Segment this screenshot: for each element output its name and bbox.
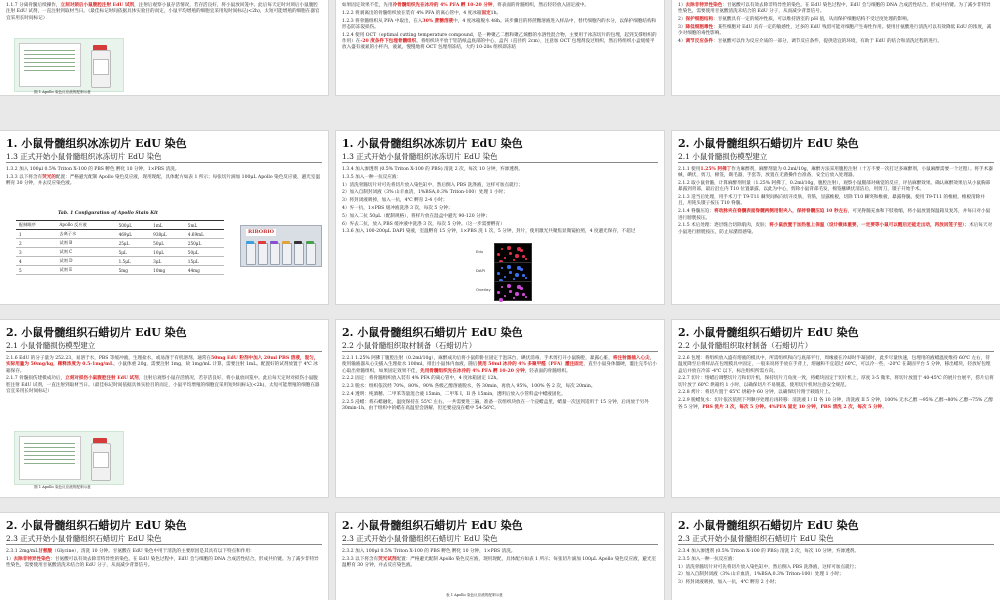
body-text: 1.3.5 加入一种一抗反应液： <box>342 174 402 180</box>
paragraph <box>342 198 658 204</box>
paragraph <box>342 183 658 189</box>
table-cell: 10mg <box>150 266 185 275</box>
cell-nucleus <box>504 257 506 259</box>
table-cell: 50μL <box>150 239 185 248</box>
body-text: 。 <box>882 404 887 410</box>
table-cell: 250μL <box>185 239 224 248</box>
slide-body <box>678 3 994 47</box>
paragraph <box>342 175 658 181</box>
highlight-text: 立刻对损伤小鼠腹腔注射 EdU 试剂 <box>65 376 139 382</box>
slide-body <box>678 167 994 237</box>
highlight-text: PBS 洗片 3 次，每次 5 分钟。4%PFA 固定 10 分钟，PBS 清洗 2 次，每次 5 分钟 <box>702 404 883 410</box>
paragraph <box>6 167 322 173</box>
title-rule <box>678 162 994 163</box>
body-text: 1.2.4 使用 OCT（optimal cutting temperature compound，是一种聚乙二醇和聚乙烯醇的水溶性混合物，主要用于冰冻切片的包埋，起到支撑组织的作用）在 <box>342 32 657 44</box>
slide-body <box>342 549 658 571</box>
paragraph <box>342 214 658 220</box>
slide-6[interactable] <box>672 131 1000 304</box>
cell-nucleus <box>525 296 527 298</box>
micrograph-row-label: DAPI <box>476 268 485 273</box>
highlight-text: 立刻对颈后小鼠腹腔注射 EdU 试剂 <box>60 3 135 8</box>
table-header-cell: 1mL <box>150 221 185 230</box>
cell-nucleus <box>513 278 515 280</box>
paragraph <box>6 356 322 375</box>
slide-3[interactable] <box>672 0 1000 95</box>
title-rule <box>342 351 658 352</box>
body-text: 2.2.7 切片：熔蜡后调整切片刀和切片机，保持切片刀角度一致，将蜡块固定于切片机上，厚度 3-5 微米，将切片放置于 40-45℃ 的展片台展平，捞片后将切片放于 60℃ 烘箱约 1 小时，以确保切片不易脱落，使用切片机时注意安全规范。 <box>678 376 994 388</box>
body-text: 2.2.1 1.25% 阿佛丁腹腔注射（0.2ml/10g），麻醉成功后将小鼠仰卧位固定于泡沫台，碘伏消毒，手术剪打开小鼠胸腔，暴露心脏， <box>342 356 613 361</box>
slide-title: 2. 小鼠骨髓组织石蜡切片 EdU 染色 <box>678 137 859 150</box>
table-row <box>16 266 224 275</box>
body-text: ，小鼠体重 20g，需要注射 1mg，故 1mg/mL 计算，需要注射 1mL。配置好的试剂放置于 4℃ 冰箱保存。 <box>6 362 318 374</box>
body-text: 1.3.6 加入 100-200μL DAPI 染液，室温孵育 15 分钟，1×PBS 洗 1 次，5 分钟，封片，使用激光共聚焦显微镜拍照，4 度避光保存，不超过 <box>342 229 636 235</box>
cell-nucleus <box>499 298 503 302</box>
paragraph <box>678 209 994 222</box>
body-text: 配置：严格避光配制 Apollo 染色反应液，现用现配，具体配方如表 1 所示；每张切片滴加 100μL Apollo 染色反应液，避光室温孵育 30 分钟，并去反应染色液。 <box>342 556 657 569</box>
body-text: 1h。 <box>490 10 502 16</box>
body-text: 2.3.3 以下将含有 <box>342 556 379 562</box>
slide-body <box>342 167 658 237</box>
paragraph <box>6 3 322 22</box>
body-text: 2.1.6 EdU 的分子量为 252.23，易溶于水，PBS 等缓冲液，生理盐水，或易溶于有机溶剂。通常在 <box>6 356 211 361</box>
cell-nucleus <box>507 265 511 269</box>
paragraph <box>6 376 322 395</box>
paragraph <box>678 223 994 236</box>
table-cell: 44mg <box>185 266 224 275</box>
cell-nucleus <box>520 268 523 271</box>
paragraph <box>342 206 658 212</box>
highlight-text: 30% 蔗糖溶液 <box>422 18 454 24</box>
paragraph <box>678 390 994 396</box>
table-cell: 938μL <box>150 230 185 239</box>
slide-4[interactable] <box>0 131 328 304</box>
paragraph <box>342 190 658 196</box>
body-text: 2）加入自制封闭液（3% 山羊血清，1%BSA,0.3% Triton-100）处理 1 小时； <box>678 572 844 578</box>
paragraph <box>342 376 658 382</box>
micrograph-panel <box>494 281 532 301</box>
table-cell: 3μL <box>150 257 185 266</box>
cell-nucleus <box>501 248 503 250</box>
paragraph <box>678 565 994 571</box>
body-text: 1.3.2 加入 100μl 0.5% Triton X-100 的 PBS 孵色 孵化 10 分钟，1×PBS 清洗。 <box>6 167 180 172</box>
paragraph <box>678 195 994 208</box>
paragraph <box>342 400 658 413</box>
slide-title: 2. 小鼠骨髓组织石蜡切片 EdU 染色 <box>342 519 523 532</box>
paragraph <box>678 3 994 16</box>
highlight-text: 1.25% 阿佛丁 <box>700 167 732 172</box>
table-cell: 1 <box>16 230 56 239</box>
table-cell: 5mg <box>116 266 151 275</box>
cell-nucleus <box>525 277 527 279</box>
cell-nucleus <box>497 291 500 294</box>
body-text: 中，4 度冰箱脱水 48h。该步骤目的将蔗糖溶液进入样品中，替代细胞内的水分，以保护细胞结构和形态防冻裂损伤。 <box>342 18 657 30</box>
slide-12[interactable] <box>672 513 1000 600</box>
cell-nucleus <box>509 290 512 293</box>
paragraph <box>678 25 994 38</box>
body-text: 作为麻醉剂，麻醉剂量为 0.2ml/10g，麻醉方法采用腹腔注射（十万不要一次打过多麻醉剂，小鼠麻醉需要一个过程）。将手术器械，碘伏，剪刀，棉签，剃毛器，手套等，放置在无菌操作台准备，安全后放入处理器。 <box>678 167 993 179</box>
cell-nucleus <box>504 295 506 297</box>
slide-subtitle: 2.1 小鼠骨髓损伤模型建立 <box>6 341 96 350</box>
title-rule <box>6 351 322 352</box>
table-cell: 469μL <box>116 230 151 239</box>
highlight-text: 将小鼠放置于加热毯上保温（设计微体重要，一定要等小鼠可以醒后还能走出动，再放回笼子里） <box>769 223 965 229</box>
cell-nucleus <box>522 274 525 277</box>
cell-nucleus <box>515 254 519 258</box>
body-text: 2.1.5 术后处理：逐层缝合切除肌肉，皮肤； <box>678 223 770 229</box>
slide-11[interactable] <box>336 513 664 600</box>
body-text: 2.3.2 加入 100μl 0.5% Triton X-100 的 PBS 孵色 孵化 10 分钟，1×PBS 清洗。 <box>342 549 516 554</box>
body-text: 1）清洗骨髓切片对可先将切片放入染色缸中，然后倒入 PBS 洗涤液，这样可加点就行； <box>342 182 523 188</box>
paragraph <box>6 557 322 570</box>
micrograph-row-label: Edu <box>476 249 484 254</box>
image-caption: 表 1 Apollo 染色反应液的配制示意 <box>446 593 503 597</box>
body-text: 3） <box>678 24 686 30</box>
table-cell: 试剂 C <box>56 248 115 257</box>
slide-2[interactable] <box>336 0 664 95</box>
slide-body <box>342 3 658 53</box>
cell-nucleus <box>525 258 527 260</box>
body-text: 4）弃一抗，1×PBS 缓冲液洗涤 3 次，每次 5 分钟； <box>342 205 453 211</box>
paragraph <box>678 572 994 578</box>
table-cell: 试剂 D <box>56 257 115 266</box>
highlight-text: 荧光试剂 <box>378 556 397 562</box>
highlight-text: 固定 <box>481 10 491 16</box>
table-title: Tab. 1 Configuration of Apollo Stain Kit <box>58 211 158 216</box>
body-text: ：甘氨酸具有一定的缓冲性质，可以维持溶室的 pH 值，从而保护细胞结构不受过度处理的影响。 <box>713 17 912 23</box>
body-text: ，注射后观察小鼠存活情况，若存活良好，将小鼠放回笼中。此后每天定时对损伤小鼠腹腔注射 EdU 试剂，一直注射到取材当日。（最佳标记时间依据具体实验目的而定，小鼠平均增殖的细胞宜采用短时间标记(<2h)，太短可能增殖的细胞在器官宜采用长时间标记） <box>6 376 320 394</box>
slide-7[interactable] <box>0 320 328 497</box>
highlight-text: 甘氨酸 <box>38 549 53 554</box>
body-text: 1.3.4 加入渗透剂 (0.5% Triton X-100 的 PBS) 清洗 2 次，每次 10 分钟，弃渗透剂。 <box>342 167 523 172</box>
cell-nucleus <box>522 293 525 296</box>
paragraph <box>678 181 994 194</box>
body-text: 1.2.2 将剥离出的骨髓组织放在装有 4% PFA 的离心管中，4 度冰箱 <box>342 10 482 16</box>
paragraph <box>342 222 658 228</box>
cell-nucleus <box>513 259 515 261</box>
paragraph <box>678 580 994 586</box>
table-cell: 50μL <box>185 248 224 257</box>
slide-5[interactable] <box>336 131 664 304</box>
slide-subtitle: 1.3 正式开始小鼠骨髓组织冰冻切片 EdU 染色 <box>6 152 162 161</box>
body-text: （Glycine），清洗 10 分钟。甘氨酸在 EdU 染色中用于清洗的主要原因是其具有以下特点和作用： <box>52 549 255 554</box>
table-cell: 去离子水 <box>56 230 115 239</box>
body-text: ，可见脊髓充血和下肢收缩，将小鼠放置保温箱及复苏，并每日对小鼠进行膀胱按压。 <box>678 209 991 221</box>
slide-9[interactable] <box>672 320 1000 497</box>
paragraph <box>342 557 658 570</box>
cell-nucleus <box>520 249 523 252</box>
body-text: ：甘氨酸可以有效去除非特异性的染色。在 EdU 染色过程中，EdU 会与细胞的 DNA 合成活性结合，形成共价键。为了减少非特异性染色，需要使用甘氨酸清洗未结合的 EdU 分子，从而减少背景信号。 <box>678 3 991 15</box>
slide-title: 2. 小鼠骨髓组织石蜡切片 EdU 染色 <box>678 326 859 339</box>
body-text: 1.1.7 分离骨髓后续操作， <box>6 3 61 8</box>
slide-title: 1. 小鼠骨髓组织冰冻切片 EdU 染色 <box>6 137 187 150</box>
body-text: 1.3.3 以下将含有 <box>6 174 43 180</box>
body-text: 2.2.5 浸蜡：将石蜡融化，温度保持在 55℃ 左右。一共需要进三遍，准备一次组织块放在一个浸蜡盒里，蜡量一次送到适用于 15 分钟，后再放于另外 30min-1h，由于组织中的蜡在高温里会溶解，但还要浸没在蜡中 54-56℃。 <box>342 399 649 412</box>
table-cell: 5μL <box>116 248 151 257</box>
paragraph <box>678 398 994 411</box>
body-text: 2）加入自制封闭液（3% 山羊血清，1%BSA,0.3% Triton-100）处理 1 小时； <box>342 190 508 196</box>
product-image <box>14 38 124 92</box>
body-text: 1） <box>678 3 686 8</box>
body-text: ，使用输液器从心尖插入生理盐水 100ml，排出小鼠体内血液，随后 <box>342 356 655 368</box>
table-cell: 3 <box>16 248 56 257</box>
body-text: 3）将封闭液吸掉，加入一抗，4℃ 孵育 2-4 小时； <box>342 198 448 204</box>
body-text: 2.1.4 脊髓压迫： <box>678 209 715 215</box>
title-rule <box>342 162 658 163</box>
slide-title: 1. 小鼠骨髓组织冰冻切片 EdU 染色 <box>342 137 523 150</box>
table-cell: 5 <box>16 266 56 275</box>
slide-subtitle: 2.2 小鼠骨髓组织取材制备（石蜡切片） <box>678 341 813 350</box>
slide-body <box>342 356 658 414</box>
cell-nucleus <box>509 252 512 255</box>
body-text: 2.1.3 适当后处理，用手术刀于 T9-T11 棘突间纵向切开皮肤，背筋，显露椎板，切除 T10 棘突和椎板，暴露脊髓。使用 T9-T11 的椎板，椎板清除并且，用钝头镊子按压 T10 脊髓。 <box>678 195 985 207</box>
table-cell: 试剂 B <box>56 239 115 248</box>
cell-nucleus <box>504 276 506 278</box>
body-text: 2.2.3 脱水：组织依次经 70%，80%，90% 各级乙醇溶液脱水，各 30min，再放入 95%，100% 各 2 次，每次 20min。 <box>342 384 596 390</box>
paragraph <box>342 33 658 52</box>
apollo-config-table <box>16 220 224 275</box>
body-text: ，注射后观察小鼠存活情况，若存活良好，将小鼠放回笼中。此后每天定时对颈后小鼠腹腔注射 EdU 试剂，一直注射到取材当日。（最佳标记时间依据具体实验目的而定，小鼠平均增殖的细胞宜采用短时间标记(<2h)，太短可能增殖的细胞在器官宜采用长时间标记） <box>6 3 320 21</box>
paragraph <box>678 39 994 45</box>
highlight-text: 去除非特异性染色 <box>685 3 723 8</box>
paragraph <box>342 384 658 390</box>
body-text: 2.3.5 加入一种一抗反应液： <box>678 556 738 562</box>
highlight-text: 调节反应条件 <box>685 38 714 44</box>
slide-body <box>6 3 322 23</box>
paragraph <box>678 549 994 555</box>
table-header-cell: 5mL <box>185 221 224 230</box>
highlight-text: 先用骨髓组织先在冰冷的 4% PFA 孵 10-20 分钟 <box>420 368 525 374</box>
slide-1[interactable] <box>0 0 328 95</box>
cell-nucleus <box>497 272 500 275</box>
table-cell: 4 <box>16 257 56 266</box>
cell-nucleus <box>501 286 503 288</box>
body-text: 5）加入二抗 50μL（配制规格），将样片放在湿盒中避光 90-120 分钟； <box>342 213 490 219</box>
body-text: ，将表面的骨髓组织，然后轻轻放入固定液中。 <box>492 3 590 8</box>
cell-nucleus <box>515 273 519 277</box>
body-text: ；术后每天对小鼠进行膀胱按压，防止尿潴留感染。 <box>678 223 993 235</box>
paragraph <box>342 19 658 32</box>
slide-subtitle: 2.3 正式开始小鼠骨髓组织石蜡切片 EdU 染色 <box>342 534 498 543</box>
paragraph <box>342 392 658 398</box>
product-image <box>14 431 124 485</box>
body-text: 2.2.9 脱蜡复水：切片依次依照下列顺序处理后再转移：清洗液 I / II 各 10 分钟，清洗液 II 5 分钟，100% 无水乙醇 →95% 乙醇→80% 乙醇→75% 乙醇各 5 分钟， <box>678 398 994 410</box>
table-cell: 2 <box>16 239 56 248</box>
body-text: 。将组织块平放于铝箔纸盒底部的中心，盒内（直径约 2cm），注意加 OCT 包埋剂没过组织，然后将组织小盒缓缓平放入盛有液氮的小杯内，液氮，慢慢地将 OCT 包埋剂冻结，大约 10-20s 组织即冻结 <box>342 38 655 51</box>
body-text: 如果固定效果不佳，先用 <box>342 3 393 8</box>
highlight-text: 将注射器插入心尖 <box>612 356 650 361</box>
body-text: 1） <box>6 556 14 562</box>
slide-body <box>678 549 994 588</box>
table-cell: 10μL <box>150 248 185 257</box>
slide-subtitle: 2.3 正式开始小鼠骨髓组织石蜡切片 EdU 染色 <box>6 534 162 543</box>
cell-nucleus <box>507 284 511 288</box>
micrograph-panel <box>494 243 532 263</box>
body-text: ，轻表面的骨髓组织。 <box>524 368 571 374</box>
slide-body <box>6 549 322 571</box>
paragraph <box>678 356 994 375</box>
body-text: 2.2.8 烤片：将切片置于 65℃ 烘箱中 60 分钟，以确保切片附于载玻片上。 <box>678 390 834 396</box>
body-text: 2.2.4 透明：纯酒精、二甲苯等量混合液 15min，二甲苯 I，II 各 15min，透明后放入小管料盒中蜡液固化。 <box>342 391 566 397</box>
body-text: 2） <box>678 17 686 23</box>
paragraph <box>6 175 322 188</box>
highlight-text: 冷骨髓组织先在冰冷的 4% PFA 孵 10-20 分钟 <box>392 3 493 8</box>
body-text: 2.1.7 骨髓损伤建模成功后， <box>6 376 66 382</box>
slide-subtitle: 2.2 小鼠骨髓组织取材制备（石蜡切片） <box>342 341 477 350</box>
paragraph <box>342 229 658 235</box>
table-header-cell: Apollo 反应液 <box>56 221 115 230</box>
title-rule <box>342 544 658 545</box>
body-text: 配置：严格避光配制 Apollo 染色反应液，现用现配，具体配方如表 1 所示；每张切片滴加 100μL Apollo 染色反应液，避光室温孵育 30 分钟，并去反应染色液。 <box>6 174 321 187</box>
paragraph <box>342 3 658 9</box>
body-text: 2.2.2 固定：将骨髓组织放入装有 4% PFA 的离心管中，4 度冰箱固定 12h。 <box>342 376 501 382</box>
title-rule <box>678 351 994 352</box>
body-text: 4） <box>678 38 686 44</box>
manual-sheet <box>19 436 81 480</box>
slide-subtitle: 1.3 正式开始小鼠骨髓组织冰冻切片 EdU 染色 <box>342 152 498 161</box>
body-text: 6）弃去二抗，放入 PBS 缓冲液中洗涤 3 次，每次 5 分钟。（这一步需要孵育） <box>342 221 505 227</box>
cell-nucleus <box>497 253 500 256</box>
body-text: 3）将封闭液吸掉，加入一抗，4℃ 孵育 2 小时； <box>678 580 779 586</box>
paragraph <box>342 11 658 17</box>
cell-nucleus <box>509 271 512 274</box>
microscopy-figure <box>476 243 546 301</box>
slide-body <box>678 356 994 412</box>
slide-title: 2. 小鼠骨髓组织石蜡切片 EdU 染色 <box>342 326 523 339</box>
highlight-text: 50mg EdU 粉剂中加入 20ml PBS 溶液，混匀，实际用量为 50mg/kg，稀释浓度为 0.5-1mg/mL <box>6 356 319 368</box>
paragraph <box>678 167 994 180</box>
table-row <box>16 248 224 257</box>
micrograph-panel <box>494 262 532 282</box>
title-rule <box>678 544 994 545</box>
slide-title: 2. 小鼠骨髓组织石蜡切片 EdU 染色 <box>678 519 859 532</box>
micrograph-row-label: Overlay <box>476 287 491 292</box>
paragraph <box>342 167 658 173</box>
cell-nucleus <box>501 267 503 269</box>
paragraph <box>342 356 658 375</box>
table-header-cell: 500μL <box>116 221 151 230</box>
body-text: 1）清洗骨髓切片对可先将切片放入染色缸中，然后倒入 PBS 洗涤液，这样可加点就行； <box>678 564 859 570</box>
image-caption: 图 1 Apollo 染色反应液的配制示意 <box>34 90 91 94</box>
cell-nucleus <box>515 292 519 296</box>
table-row <box>16 257 224 266</box>
body-text: ，直至小鼠身体僵硬，灌注完毕后小心取出骨髓组织，如果固定效果不佳， <box>342 362 657 374</box>
body-text: 1.2.3 将骨髓组织从 PFA 中取出，在入 <box>342 18 423 24</box>
title-rule <box>6 544 322 545</box>
cell-nucleus <box>520 287 523 290</box>
body-text: 2.3.4 加入渗透剂 (0.5% Triton X-100 的 PBS) 清洗 2 次，每次 10 分钟，弃渗透剂。 <box>678 549 859 554</box>
table-header-cell: 配制顺序 <box>16 221 56 230</box>
body-text: 2.1.2 取小鼠骨髓，计算麻醉剂用量（1.25% 阿佛丁，0.2ml/10g，腹腔注射），观察小鼠腿部对痛觉的反应，评估麻醉效果。确认麻醉效果后从小鼠胸部暴露到背部，最后沿左内 T10 位置暴露，以此为中心，剪除小鼠背部毛发，棉签蘸碘伏清洁后，用剪刀，镊子开始手术。 <box>678 181 991 193</box>
highlight-text: 荧光的 <box>42 174 56 180</box>
body-text: 2.1.1 使用 <box>678 167 701 172</box>
paragraph <box>6 549 322 555</box>
table-row <box>16 230 224 239</box>
highlight-text: 将动脉夹在脊髓表面脊髓两侧用钳夹入，保持脊髓压迫 10 秒左右 <box>714 209 848 215</box>
paragraph <box>678 557 994 563</box>
highlight-text: 使用 50ml 冰冷的 4% 多聚甲醛（PFA）灌注固定 <box>477 362 584 368</box>
body-text: ：某些细胞对 EdU 具有一定的敏感性，过多的 EdU 残留可能对细胞产生毒性作用。使用甘氨酸进行清洗可以有效降低 EdU 的浓度，减少对细胞的毒性影响。 <box>678 24 992 37</box>
slide-title: 2. 小鼠骨髓组织石蜡切片 EdU 染色 <box>6 519 187 532</box>
highlight-text: 降低细胞毒性 <box>685 24 714 30</box>
slide-subtitle: 2.3 正式开始小鼠骨髓组织石蜡切片 EdU 染色 <box>678 534 834 543</box>
highlight-text: 去除非特异性染色 <box>13 556 51 562</box>
table-cell: 试剂 E <box>56 266 115 275</box>
title-rule <box>6 162 322 163</box>
slide-body <box>6 167 322 189</box>
table-row <box>16 239 224 248</box>
paragraph <box>678 17 994 23</box>
table-cell: 15μL <box>185 257 224 266</box>
cell-nucleus <box>522 255 525 258</box>
table-cell: 25μL <box>116 239 151 248</box>
manual-sheet <box>19 43 81 87</box>
paragraph <box>678 376 994 389</box>
highlight-text: -20 度条件下包埋骨髓组织 <box>360 38 417 44</box>
slide-subtitle: 2.1 小鼠骨髓损伤模型建立 <box>678 152 768 161</box>
slide-title: 2. 小鼠骨髓组织石蜡切片 EdU 染色 <box>6 326 187 339</box>
slide-10[interactable] <box>0 513 328 600</box>
table-cell: 1.5μL <box>116 257 151 266</box>
slide-8[interactable] <box>336 320 664 497</box>
kit-box-photo: RIBOBIO <box>238 211 324 285</box>
slide-body <box>6 356 322 397</box>
body-text: ：甘氨酸可以作为反应介质的一部分，调节反应条件，提供适宜的环境，有助于 EdU 的结合和清洗过程的进行。 <box>713 38 943 44</box>
cell-nucleus <box>513 297 515 299</box>
image-caption: 图 1 Apollo 染色反应液的配制示意 <box>34 485 91 489</box>
body-text: 2.3.1 2mg/mL <box>6 549 39 554</box>
cell-nucleus <box>507 246 511 250</box>
body-text: ：甘氨酸可以有效去除非特异性的染色。在 EdU 染色过程中，EdU 会与细胞的 DNA 合成活性结合，形成共价键。为了减少非特异性染色，需要使用甘氨酸清洗未结合的 EdU 分子，从而减少背景信号。 <box>6 556 319 569</box>
highlight-text: 保护细胞结构 <box>685 17 714 23</box>
body-text: 2.2.6 包埋：将组织放入盛有熔液的模具中，所需组织和向与底部平行，周缘液在冷却时半凝固时，此步尽量快速，包埋用的液蜡温度维持 60℃ 左右，待温度降至后将样品在包埋模具中固定，一般来说将手放在手背上，熔融和不宜超过 60℃，可以冷一些，-20℃ 在凝固平台 5 分钟，移出蜡块，轻放好包埋盒后并放在冷冻 -4℃ 以下，标注组织所需方向。 <box>678 356 991 374</box>
paragraph <box>342 549 658 555</box>
table-cell: 4.69mL <box>185 230 224 239</box>
